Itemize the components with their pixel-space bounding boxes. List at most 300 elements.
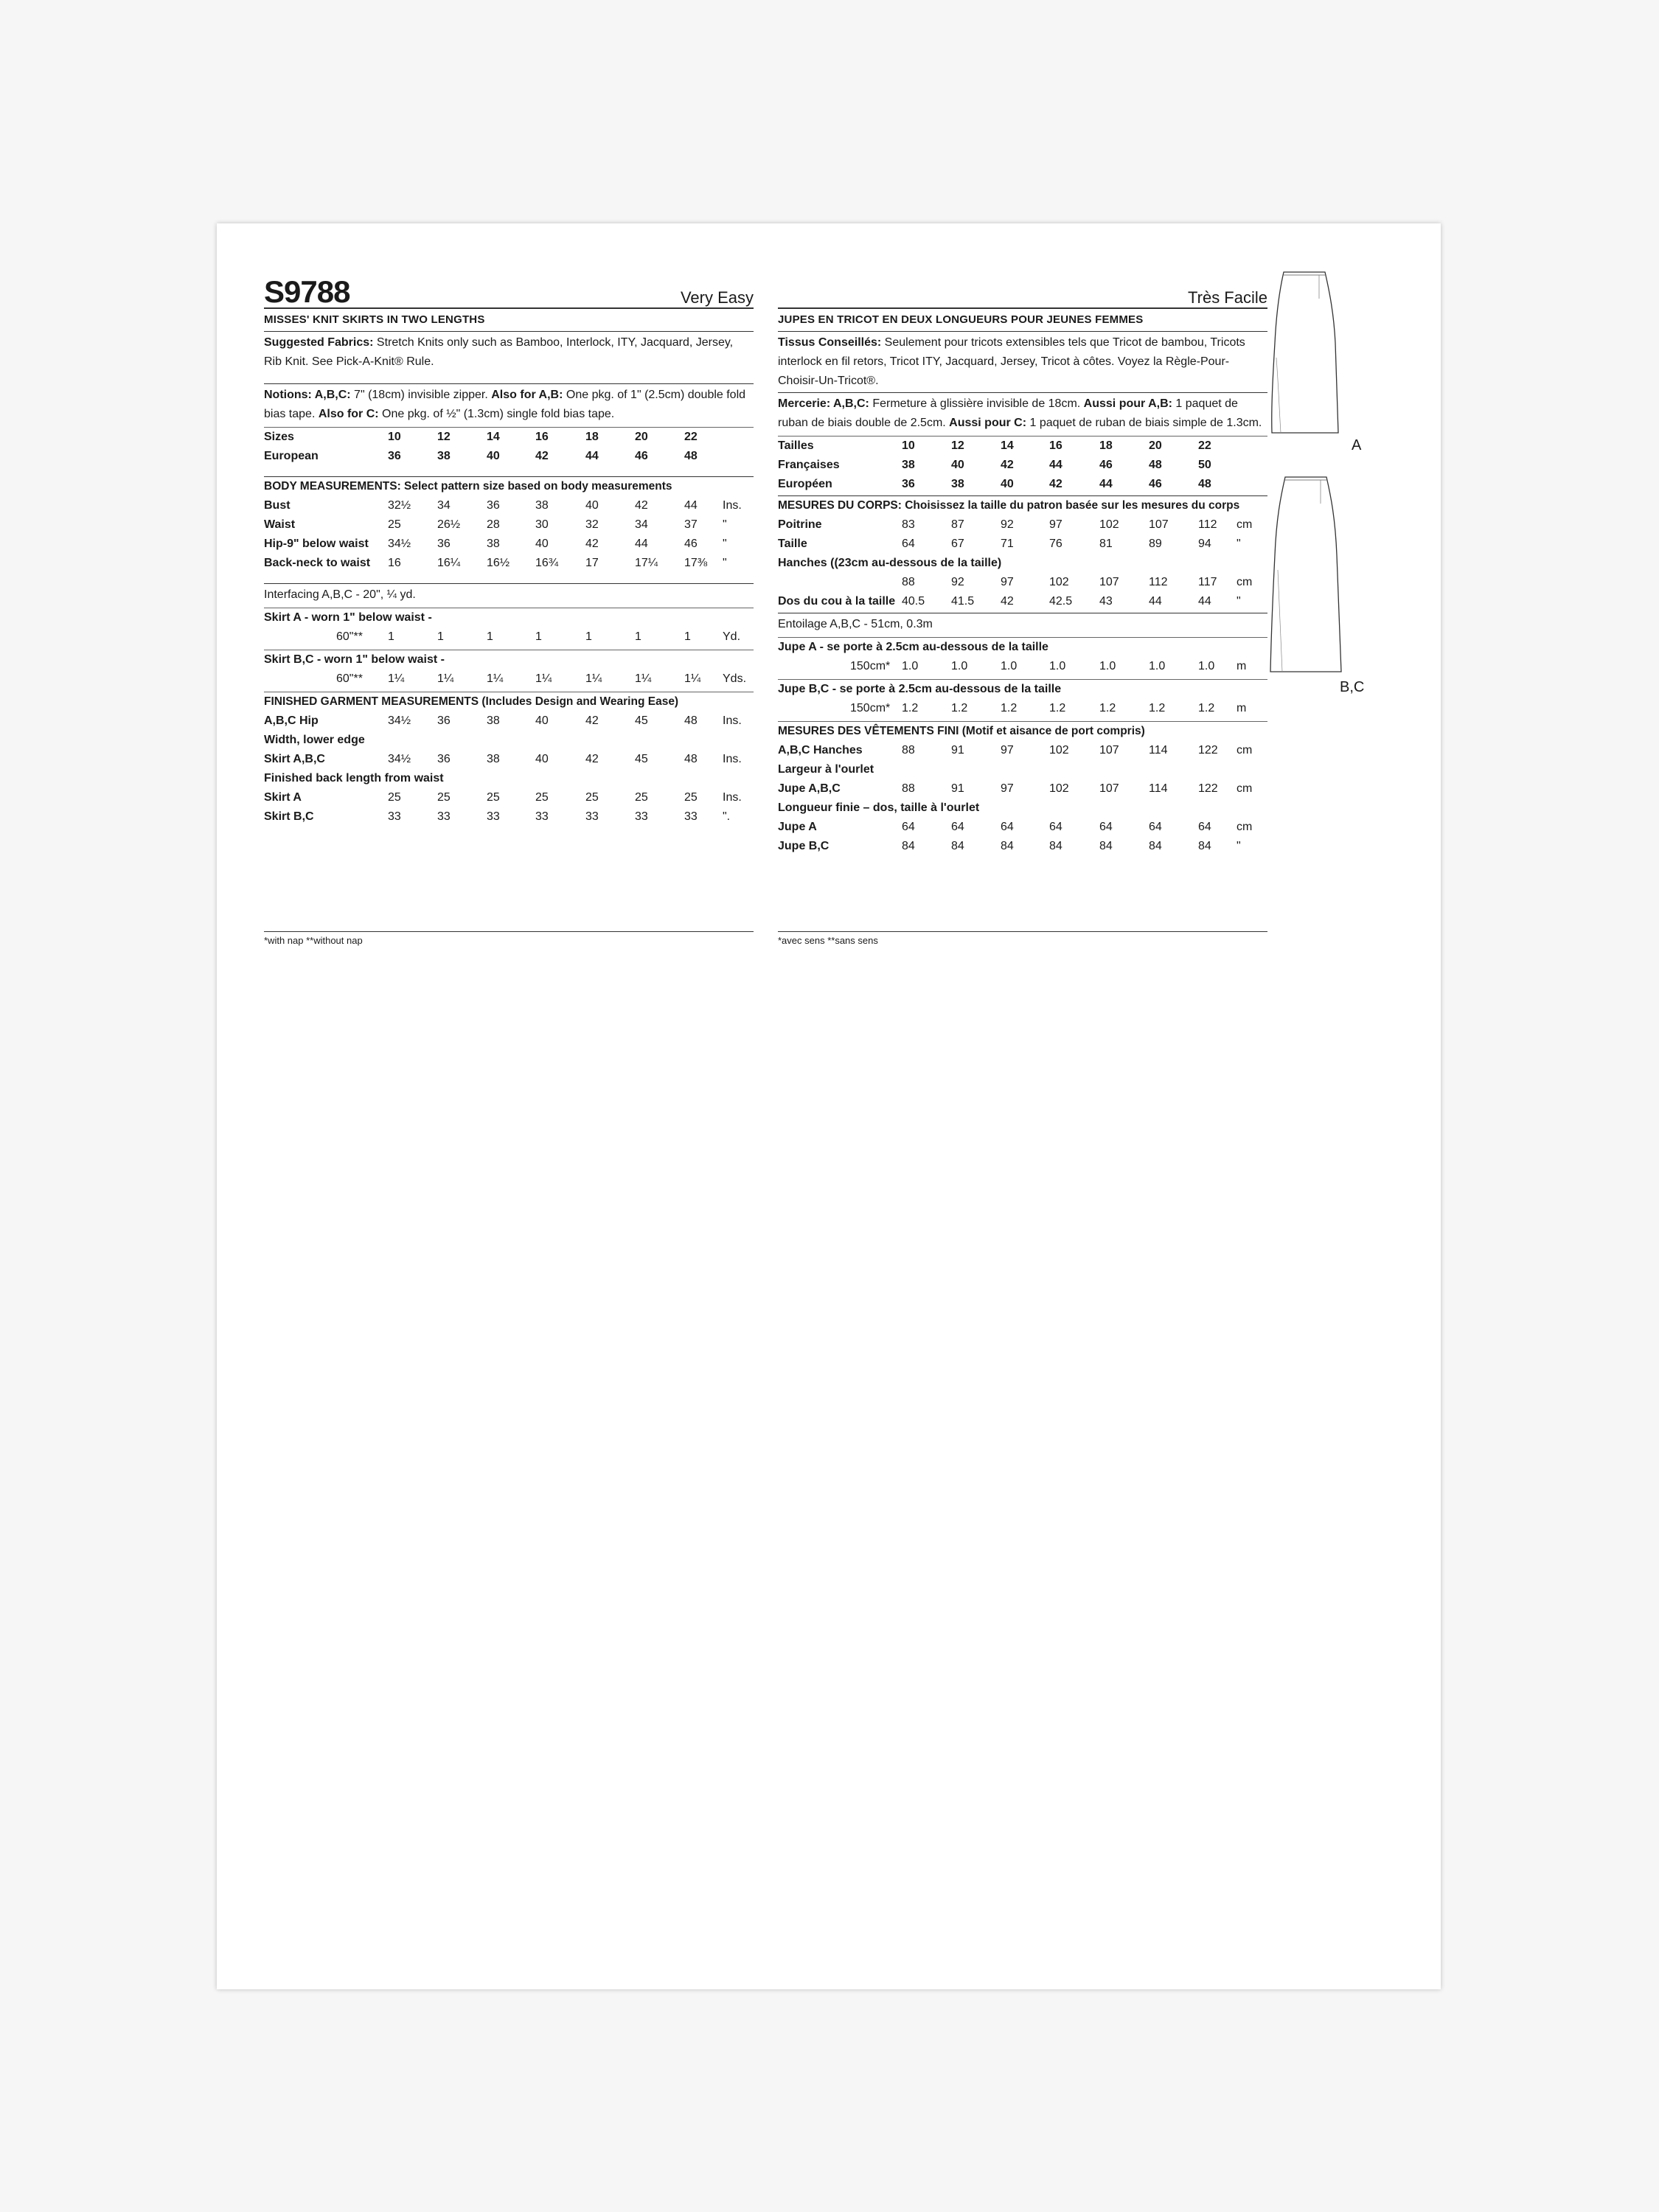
cell-value: 84 xyxy=(902,840,915,852)
cell-value: 36 xyxy=(487,499,500,512)
cell-value: 1.0 xyxy=(902,660,919,672)
cell-value: 17 xyxy=(585,557,599,569)
skirt-a-yardage xyxy=(264,627,754,647)
unit-label: m xyxy=(1237,660,1247,672)
cell-value: 16¾ xyxy=(535,557,559,569)
unit-label: cm xyxy=(1237,576,1253,588)
cell-value: 44 xyxy=(684,499,698,512)
english-column xyxy=(264,269,754,827)
cell-value: 107 xyxy=(1149,518,1169,531)
cell-value: 71 xyxy=(1001,538,1014,550)
row-label: Skirt A,B,C xyxy=(264,753,325,765)
cell-value: 46 xyxy=(1149,478,1162,490)
cell-value: 1.0 xyxy=(1049,660,1066,672)
interfacing-fr: Entoilage A,B,C - 51cm, 0.3m xyxy=(778,618,933,630)
unit-label: " xyxy=(723,557,727,569)
cell-value: 18 xyxy=(585,431,599,443)
cell-value: 97 xyxy=(1001,782,1014,795)
table-row xyxy=(264,447,754,466)
cell-value: 1¼ xyxy=(535,672,552,685)
body-measurements-table xyxy=(264,496,754,573)
cell-value: 41.5 xyxy=(951,595,975,608)
table-row xyxy=(264,769,754,788)
row-label: Longueur finie – dos, taille à l'ourlet xyxy=(778,801,980,814)
cell-value: 33 xyxy=(684,810,698,823)
cell-value: 89 xyxy=(1149,538,1162,550)
fabrics-label-fr: Tissus Conseillés: xyxy=(778,336,882,349)
row-label: A,B,C Hanches xyxy=(778,744,863,757)
cell-value: 42 xyxy=(635,499,648,512)
table-row xyxy=(264,496,754,515)
title-bar xyxy=(264,269,754,309)
cell-value: 48 xyxy=(684,714,698,727)
cell-value: 84 xyxy=(1149,840,1162,852)
row-label: Bust xyxy=(264,499,291,512)
cell-value: 16¼ xyxy=(437,557,461,569)
table-row xyxy=(264,554,754,573)
cell-value: 102 xyxy=(1099,518,1119,531)
table-row xyxy=(778,837,1267,856)
skirt-bc-yardage xyxy=(264,669,754,689)
finished-measurements-heading: FINISHED GARMENT MEASUREMENTS (Includes Design and Wearing Ease) xyxy=(264,695,679,708)
cell-value: 44 xyxy=(1149,595,1162,608)
finished-measurements-table xyxy=(264,712,754,827)
row-label: Poitrine xyxy=(778,518,822,531)
cell-value: 40 xyxy=(535,538,549,550)
unit-label: Ins. xyxy=(723,791,742,804)
table-row xyxy=(778,535,1267,554)
cell-value: 33 xyxy=(388,810,401,823)
cell-value: 25 xyxy=(684,791,698,804)
unit-label: cm xyxy=(1237,518,1253,531)
row-label: Hanches ((23cm au-dessous de la taille) xyxy=(778,557,1002,569)
cell-value: 36 xyxy=(388,450,401,462)
table-row xyxy=(264,627,754,647)
cell-value: 34 xyxy=(437,499,451,512)
cell-value: 10 xyxy=(902,439,915,452)
table-row xyxy=(778,699,1267,718)
cell-value: 1¼ xyxy=(388,672,405,685)
row-label: Largeur à l'ourlet xyxy=(778,763,874,776)
notions-text-2: One pkg. of 1" (2.5cm) double fold bias tape. xyxy=(264,389,746,420)
table-row xyxy=(264,669,754,689)
cell-value: 42.5 xyxy=(1049,595,1073,608)
cell-value: 102 xyxy=(1049,744,1069,757)
row-label: Back-neck to waist xyxy=(264,557,371,569)
cell-value: 64 xyxy=(902,821,915,833)
notions-also-c: Also for C: xyxy=(318,408,379,420)
notions-text-1: 7" (18cm) invisible zipper. xyxy=(350,389,492,401)
cell-value: 92 xyxy=(1001,518,1014,531)
cell-value: 46 xyxy=(684,538,698,550)
cell-value: 1.2 xyxy=(1099,702,1116,714)
difficulty-level-fr: Très Facile xyxy=(1188,288,1267,307)
cell-value: 64 xyxy=(1198,821,1211,833)
row-label: Hip-9" below waist xyxy=(264,538,369,550)
row-label: European xyxy=(264,450,319,462)
cell-value: 32½ xyxy=(388,499,411,512)
pattern-title-fr: JUPES EN TRICOT EN DEUX LONGUEURS POUR JEUNES FEMMES xyxy=(778,309,1267,332)
skirt-bc-heading-fr: Jupe B,C - se porte à 2.5cm au-dessous de la taille xyxy=(778,683,1062,695)
cell-value: 1 xyxy=(437,630,444,643)
skirt-bc-heading: Skirt B,C - worn 1" below waist - xyxy=(264,653,445,666)
skirt-bc-yardage-fr xyxy=(778,699,1267,718)
cell-value: 22 xyxy=(1198,439,1211,452)
row-label: 150cm* xyxy=(850,660,891,672)
cell-value: 26½ xyxy=(437,518,461,531)
unit-label: Yds. xyxy=(723,672,747,685)
cell-value: 12 xyxy=(951,439,964,452)
cell-value: 44 xyxy=(1099,478,1113,490)
finished-measurements-table-fr xyxy=(778,741,1267,856)
cell-value: 42 xyxy=(1001,459,1014,471)
cell-value: 17¼ xyxy=(635,557,658,569)
cell-value: 64 xyxy=(1149,821,1162,833)
row-label: Françaises xyxy=(778,459,840,471)
cell-value: 38 xyxy=(902,459,915,471)
row-label: Jupe B,C xyxy=(778,840,830,852)
cell-value: 25 xyxy=(437,791,451,804)
cell-value: 1¼ xyxy=(635,672,652,685)
cell-value: 42 xyxy=(1001,595,1014,608)
cell-value: 25 xyxy=(388,518,401,531)
notions-label-fr: Mercerie: A,B,C: xyxy=(778,397,869,410)
notions-also-ab-fr: Aussi pour A,B: xyxy=(1083,397,1172,410)
cell-value: 20 xyxy=(1149,439,1162,452)
unit-label: m xyxy=(1237,702,1247,714)
difficulty-level: Very Easy xyxy=(680,288,754,307)
skirt-a-heading-fr: Jupe A - se porte à 2.5cm au-dessous de la taille xyxy=(778,641,1048,653)
row-label: Dos du cou à la taille xyxy=(778,595,896,608)
row-label: Jupe A xyxy=(778,821,817,833)
cell-value: 1.0 xyxy=(1149,660,1166,672)
cell-value: 1.2 xyxy=(1198,702,1215,714)
cell-value: 107 xyxy=(1099,576,1119,588)
suggested-fabrics-fr xyxy=(778,332,1267,391)
body-measurements-table-fr xyxy=(778,515,1267,611)
table-row xyxy=(264,807,754,827)
unit-label: Ins. xyxy=(723,499,742,512)
notions-text-3: One pkg. of ½" (1.3cm) single fold bias tape. xyxy=(378,408,615,420)
cell-value: 67 xyxy=(951,538,964,550)
cell-value: 107 xyxy=(1099,744,1119,757)
cell-value: 42 xyxy=(1049,478,1062,490)
cell-value: 83 xyxy=(902,518,915,531)
pattern-title: MISSES' KNIT SKIRTS IN TWO LENGTHS xyxy=(264,309,754,332)
table-row xyxy=(778,779,1267,799)
cell-value: 38 xyxy=(535,499,549,512)
cell-value: 48 xyxy=(1149,459,1162,471)
pattern-envelope-back xyxy=(217,223,1441,1989)
cell-value: 84 xyxy=(1001,840,1014,852)
cell-value: 48 xyxy=(1198,478,1211,490)
cell-value: 42 xyxy=(585,753,599,765)
skirt-a-label: A xyxy=(1352,437,1362,453)
body-measurements-heading: BODY MEASUREMENTS: Select pattern size based on body measurements xyxy=(264,480,672,493)
cell-value: 1 xyxy=(585,630,592,643)
cell-value: 44 xyxy=(1198,595,1211,608)
unit-label: Ins. xyxy=(723,714,742,727)
cell-value: 114 xyxy=(1149,782,1168,795)
skirt-bc-label: B,C xyxy=(1340,679,1365,695)
cell-value: 33 xyxy=(635,810,648,823)
cell-value: 107 xyxy=(1099,782,1119,795)
row-label: 60"** xyxy=(336,630,363,643)
cell-value: 97 xyxy=(1049,518,1062,531)
cell-value: 40 xyxy=(1001,478,1014,490)
cell-value: 1¼ xyxy=(684,672,701,685)
cell-value: 97 xyxy=(1001,576,1014,588)
notions-label: Notions: A,B,C: xyxy=(264,389,351,401)
table-row xyxy=(778,657,1267,676)
cell-value: 64 xyxy=(902,538,915,550)
cell-value: 25 xyxy=(585,791,599,804)
cell-value: 25 xyxy=(388,791,401,804)
cell-value: 87 xyxy=(951,518,964,531)
cell-value: 34½ xyxy=(388,714,411,727)
table-row xyxy=(778,554,1267,573)
cell-value: 16 xyxy=(535,431,549,443)
cell-value: 81 xyxy=(1099,538,1113,550)
cell-value: 14 xyxy=(487,431,500,443)
fabrics-label: Suggested Fabrics: xyxy=(264,336,374,349)
cell-value: 38 xyxy=(951,478,964,490)
cell-value: 28 xyxy=(487,518,500,531)
unit-label: cm xyxy=(1237,744,1253,757)
cell-value: 64 xyxy=(951,821,964,833)
cell-value: 84 xyxy=(1049,840,1062,852)
cell-value: 10 xyxy=(388,431,401,443)
cell-value: 117 xyxy=(1198,576,1217,588)
table-row xyxy=(778,760,1267,779)
cell-value: 37 xyxy=(684,518,698,531)
table-row xyxy=(264,535,754,554)
cell-value: 17⅜ xyxy=(684,557,708,569)
table-row xyxy=(778,799,1267,818)
cell-value: 25 xyxy=(535,791,549,804)
cell-value: 1 xyxy=(535,630,542,643)
unit-label: cm xyxy=(1237,782,1253,795)
cell-value: 36 xyxy=(437,714,451,727)
table-row xyxy=(778,515,1267,535)
cell-value: 33 xyxy=(535,810,549,823)
cell-value: 1.0 xyxy=(1099,660,1116,672)
cell-value: 32 xyxy=(585,518,599,531)
cell-value: 88 xyxy=(902,744,915,757)
cell-value: 1 xyxy=(487,630,493,643)
table-row xyxy=(264,788,754,807)
cell-value: 45 xyxy=(635,714,648,727)
cell-value: 38 xyxy=(487,753,500,765)
cell-value: 64 xyxy=(1099,821,1113,833)
cell-value: 12 xyxy=(437,431,451,443)
pattern-code: S9788 xyxy=(264,274,350,309)
cell-value: 1.2 xyxy=(951,702,968,714)
cell-value: 38 xyxy=(487,714,500,727)
cell-value: 16 xyxy=(1049,439,1062,452)
unit-label: " xyxy=(1237,538,1241,550)
notions xyxy=(264,384,754,424)
cell-value: 44 xyxy=(635,538,648,550)
unit-label: " xyxy=(723,518,727,531)
notions-fr xyxy=(778,393,1267,433)
cell-value: 91 xyxy=(951,744,964,757)
cell-value: 40 xyxy=(535,753,549,765)
row-label: Tailles xyxy=(778,439,814,452)
table-row xyxy=(778,818,1267,837)
notions-also-ab: Also for A,B: xyxy=(491,389,563,401)
cell-value: 18 xyxy=(1099,439,1113,452)
row-label: Width, lower edge xyxy=(264,734,365,746)
table-row xyxy=(264,712,754,731)
table-row xyxy=(264,515,754,535)
cell-value: 64 xyxy=(1001,821,1014,833)
notions-also-c-fr: Aussi pour C: xyxy=(949,417,1027,429)
row-label: Finished back length from waist xyxy=(264,772,444,785)
table-row xyxy=(778,437,1267,456)
skirt-bc-illustration xyxy=(1267,474,1349,677)
unit-label: cm xyxy=(1237,821,1253,833)
cell-value: 40.5 xyxy=(902,595,925,608)
notions-text-1-fr: Fermeture à glissière invisible de 18cm. xyxy=(869,397,1084,410)
suggested-fabrics xyxy=(264,332,754,372)
cell-value: 1.0 xyxy=(1198,660,1215,672)
table-row xyxy=(778,592,1267,611)
finished-measurements-heading-fr: MESURES DES VÊTEMENTS FINI (Motif et aisance de port compris) xyxy=(778,725,1145,737)
cell-value: 1¼ xyxy=(487,672,504,685)
table-row xyxy=(778,456,1267,475)
cell-value: 1 xyxy=(684,630,691,643)
cell-value: 92 xyxy=(951,576,964,588)
cell-value: 1¼ xyxy=(437,672,454,685)
cell-value: 34 xyxy=(635,518,648,531)
cell-value: 38 xyxy=(437,450,451,462)
row-label: 60"** xyxy=(336,672,363,685)
cell-value: 50 xyxy=(1198,459,1211,471)
skirt-a-illustration xyxy=(1267,269,1349,439)
row-label: A,B,C Hip xyxy=(264,714,319,727)
interfacing: Interfacing A,B,C - 20", ¼ yd. xyxy=(264,588,416,601)
cell-value: 42 xyxy=(585,538,599,550)
cell-value: 122 xyxy=(1198,744,1218,757)
cell-value: 1.2 xyxy=(1049,702,1066,714)
row-label: Jupe A,B,C xyxy=(778,782,841,795)
cell-value: 40 xyxy=(535,714,549,727)
title-bar-fr xyxy=(778,269,1267,309)
cell-value: 20 xyxy=(635,431,648,443)
cell-value: 30 xyxy=(535,518,549,531)
table-row xyxy=(264,731,754,750)
skirt-a-heading: Skirt A - worn 1" below waist - xyxy=(264,611,432,624)
cell-value: 14 xyxy=(1001,439,1014,452)
footnote-fr: *avec sens **sans sens xyxy=(778,931,1267,950)
cell-value: 42 xyxy=(535,450,549,462)
cell-value: 38 xyxy=(487,538,500,550)
unit-label: " xyxy=(723,538,727,550)
row-label: Européen xyxy=(778,478,832,490)
cell-value: 36 xyxy=(437,538,451,550)
unit-label: " xyxy=(1237,595,1241,608)
cell-value: 84 xyxy=(1198,840,1211,852)
unit-label: " xyxy=(1237,840,1241,852)
cell-value: 46 xyxy=(1099,459,1113,471)
cell-value: 88 xyxy=(902,576,915,588)
row-label: Waist xyxy=(264,518,296,531)
cell-value: 36 xyxy=(902,478,915,490)
body-measurements-heading-fr: MESURES DU CORPS: Choisissez la taille du patron basée sur les mesures du corps xyxy=(778,499,1240,512)
cell-value: 1.0 xyxy=(951,660,968,672)
row-label: Skirt A xyxy=(264,791,302,804)
cell-value: 1 xyxy=(388,630,394,643)
table-row xyxy=(778,475,1267,494)
cell-value: 44 xyxy=(585,450,599,462)
row-label: 150cm* xyxy=(850,702,891,714)
notions-text-2-fr: 1 paquet de ruban de biais double de 2.5cm. xyxy=(778,397,1238,429)
cell-value: 1¼ xyxy=(585,672,602,685)
cell-value: 16½ xyxy=(487,557,510,569)
cell-value: 40 xyxy=(951,459,964,471)
cell-value: 1.2 xyxy=(1149,702,1166,714)
cell-value: 48 xyxy=(684,753,698,765)
cell-value: 76 xyxy=(1049,538,1062,550)
cell-value: 22 xyxy=(684,431,698,443)
cell-value: 1 xyxy=(635,630,641,643)
cell-value: 33 xyxy=(585,810,599,823)
table-row xyxy=(778,741,1267,760)
cell-value: 43 xyxy=(1099,595,1113,608)
cell-value: 40 xyxy=(585,499,599,512)
cell-value: 102 xyxy=(1049,782,1069,795)
cell-value: 45 xyxy=(635,753,648,765)
unit-label: ". xyxy=(723,810,731,823)
table-row xyxy=(264,750,754,769)
row-label: Taille xyxy=(778,538,807,550)
cell-value: 48 xyxy=(684,450,698,462)
cell-value: 33 xyxy=(437,810,451,823)
cell-value: 91 xyxy=(951,782,964,795)
fabrics-text: Stretch Knits only such as Bamboo, Interlock, ITY, Jacquard, Jersey, Rib Knit. See Pick-A-Knit® Rule. xyxy=(264,336,734,368)
cell-value: 25 xyxy=(635,791,648,804)
row-label: Skirt B,C xyxy=(264,810,314,823)
cell-value: 64 xyxy=(1049,821,1062,833)
cell-value: 46 xyxy=(635,450,648,462)
cell-value: 16 xyxy=(388,557,401,569)
row-label: Sizes xyxy=(264,431,294,443)
cell-value: 114 xyxy=(1149,744,1168,757)
unit-label: Ins. xyxy=(723,753,742,765)
cell-value: 42 xyxy=(585,714,599,727)
cell-value: 36 xyxy=(437,753,451,765)
cell-value: 40 xyxy=(487,450,500,462)
cell-value: 88 xyxy=(902,782,915,795)
cell-value: 1.2 xyxy=(902,702,919,714)
cell-value: 112 xyxy=(1149,576,1168,588)
table-row xyxy=(264,428,754,447)
fabrics-text-fr: Seulement pour tricots extensibles tels que Tricot de bambou, Tricots interlock en fil retors, Tricot ITY, Jacquard, Jersey, Tricot à côtes. Voyez la Règle-Pour-Choisir-Un-Tricot®. xyxy=(778,336,1245,387)
size-table xyxy=(264,428,754,466)
cell-value: 84 xyxy=(1099,840,1113,852)
cell-value: 1.2 xyxy=(1001,702,1018,714)
cell-value: 84 xyxy=(951,840,964,852)
cell-value: 34½ xyxy=(388,538,411,550)
cell-value: 112 xyxy=(1198,518,1217,531)
cell-value: 122 xyxy=(1198,782,1218,795)
unit-label: Yd. xyxy=(723,630,741,643)
footnote: *with nap **without nap xyxy=(264,931,754,950)
cell-value: 33 xyxy=(487,810,500,823)
table-row xyxy=(778,573,1267,592)
cell-value: 102 xyxy=(1049,576,1069,588)
